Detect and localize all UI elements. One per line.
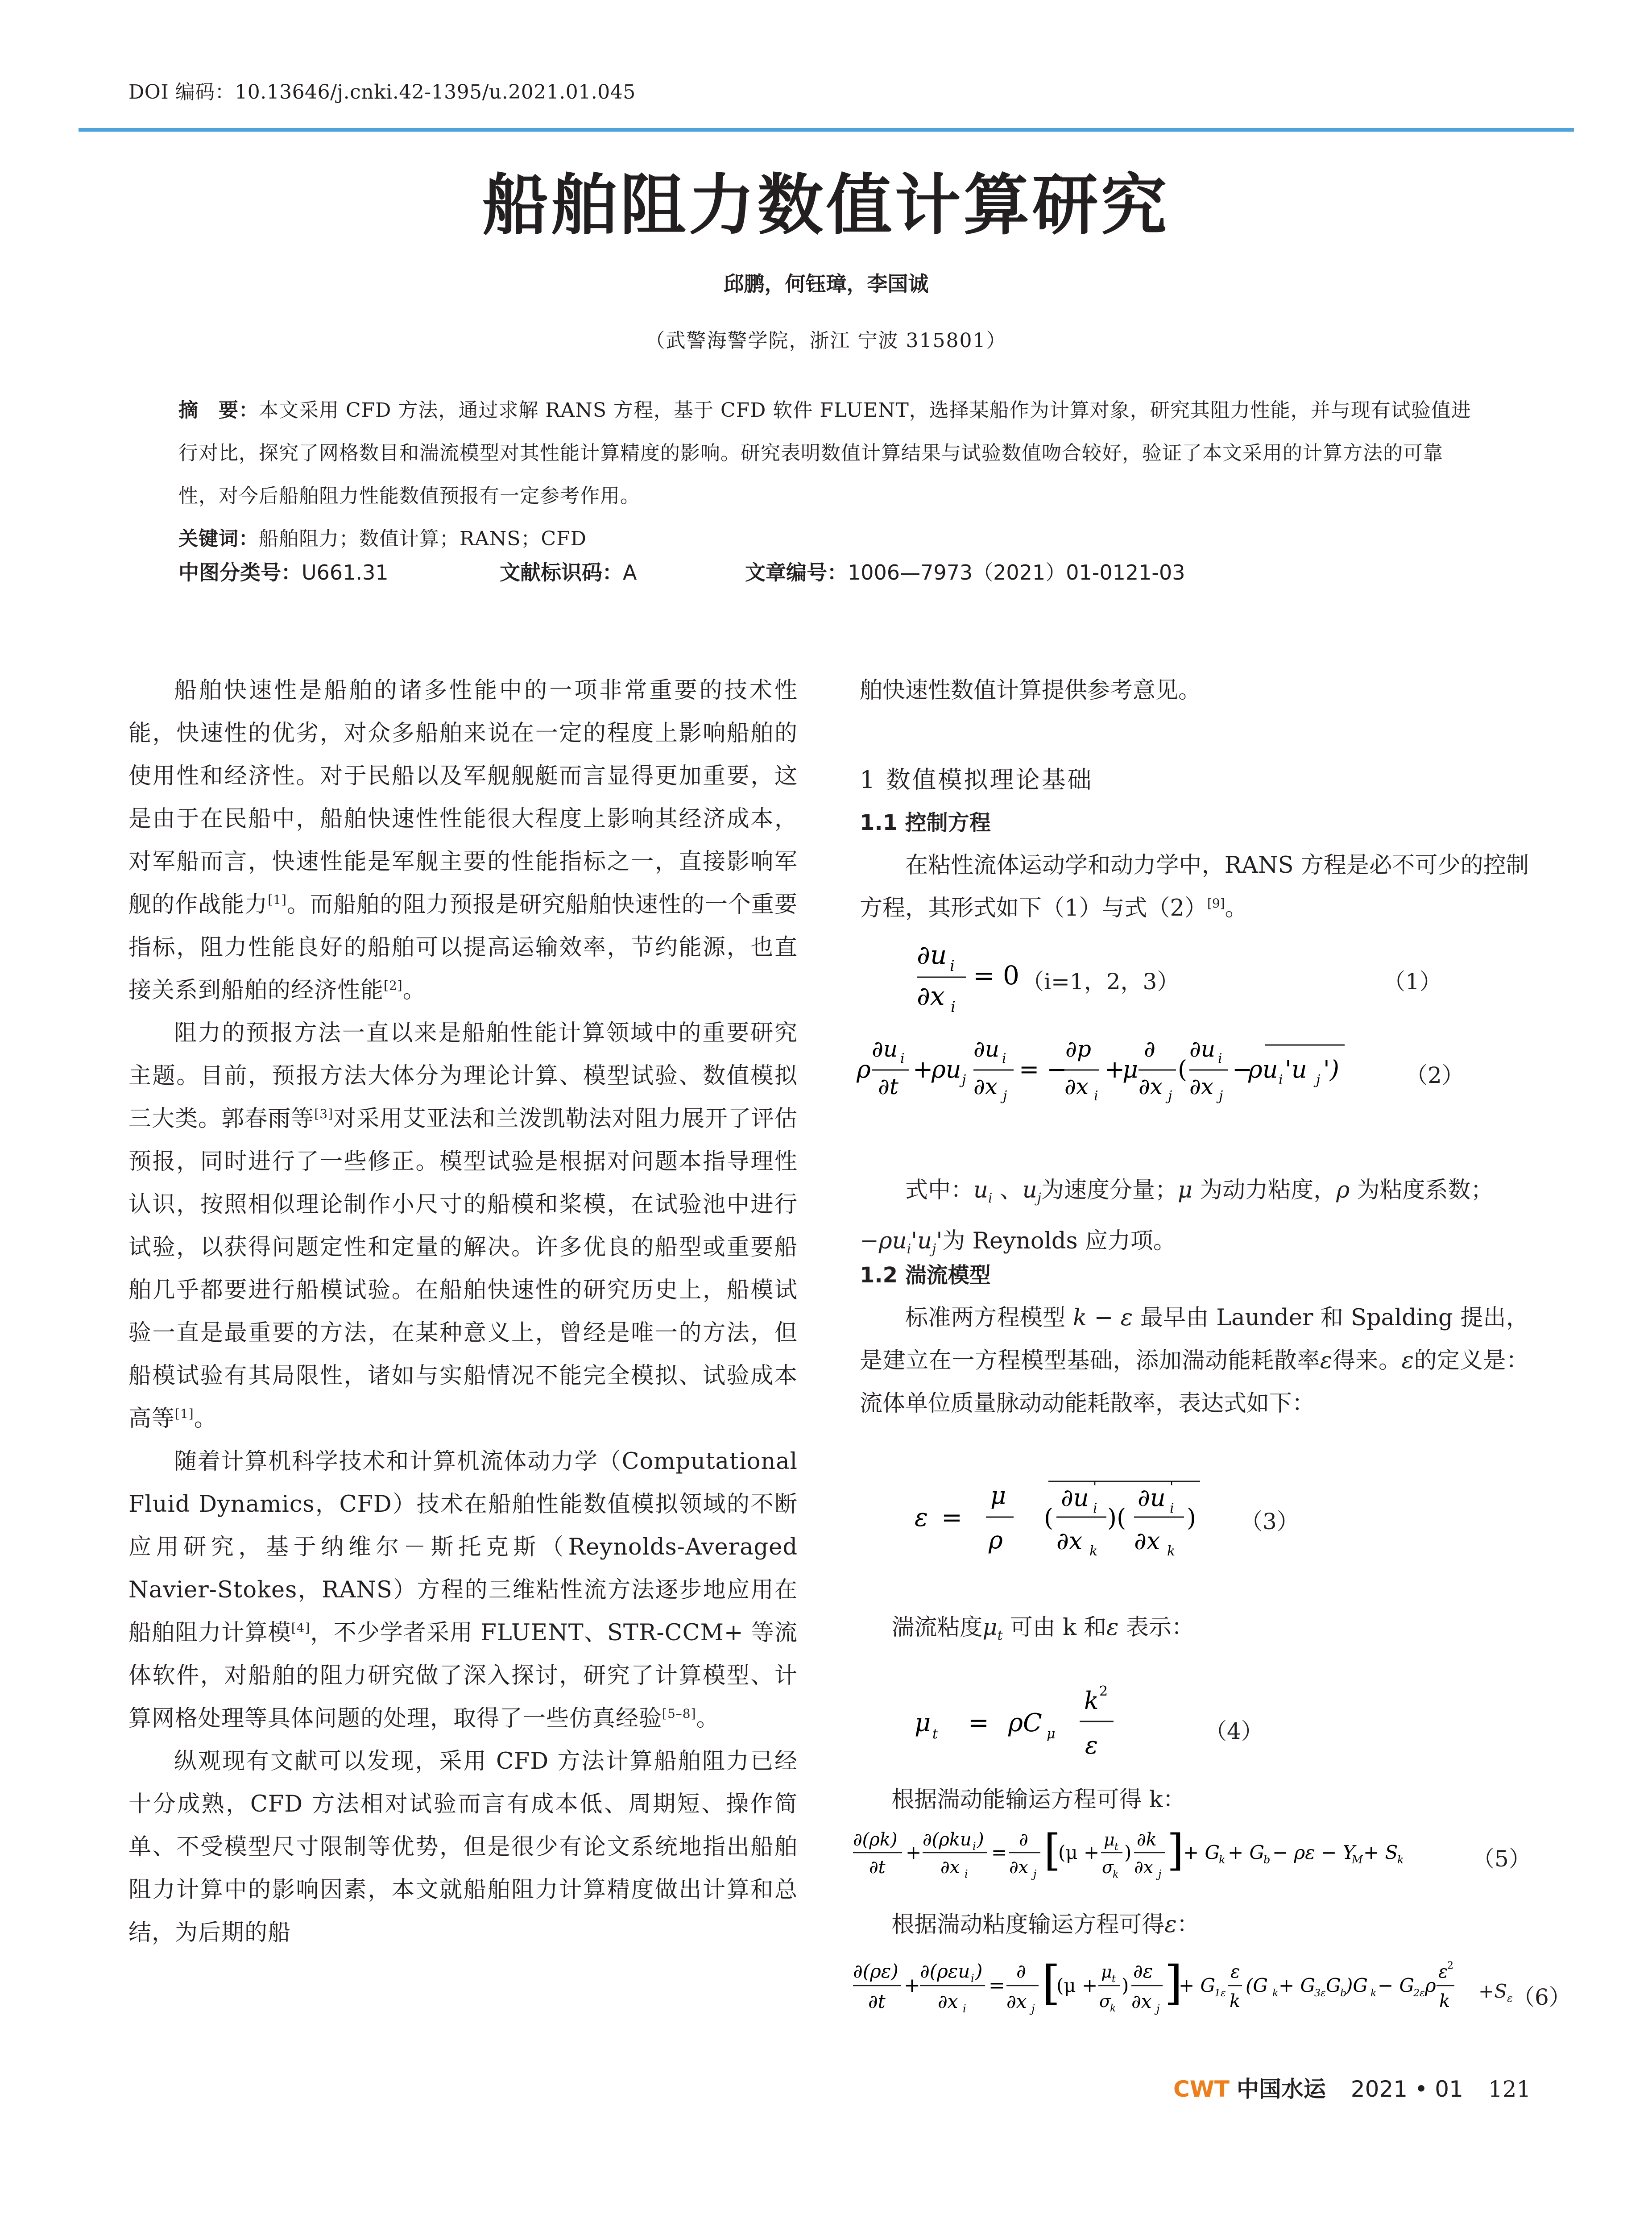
left-column <box>128 669 798 1954</box>
svg-text:− G: − G <box>1378 1974 1415 1996</box>
svg-text:)G: )G <box>1346 1974 1368 1996</box>
authors: 邱鹏，何钰璋，李国诚 <box>723 272 929 296</box>
svg-text:μ: μ <box>1047 1726 1056 1742</box>
svg-text:−: − <box>1232 1055 1253 1083</box>
svg-text:M: M <box>1352 1854 1363 1866</box>
svg-text:k: k <box>1113 1869 1119 1880</box>
continuation-line: 舶快速性数值计算提供参考意见。 <box>860 677 1201 704</box>
svg-text:∂u: ∂u <box>1061 1484 1089 1512</box>
classification-line <box>178 556 1472 583</box>
svg-text:(: ( <box>1178 1055 1188 1083</box>
svg-text:∂x: ∂x <box>1056 1527 1083 1555</box>
svg-text:i: i <box>1093 1501 1097 1516</box>
svg-text:j: j <box>1168 1088 1172 1104</box>
svg-text:μ: μ <box>1101 1962 1112 1982</box>
svg-text:b: b <box>1340 1988 1347 1999</box>
equation-6-number: （6） <box>1512 1984 1571 2010</box>
doi-line: DOI 编码：10.13646/j.cnki.42-1395/u.2021.01.045 <box>128 81 636 104</box>
equation-2-graphic <box>857 1026 1419 1116</box>
svg-text:∂x: ∂x <box>1139 1074 1163 1099</box>
paragraph: 纵观现有文献可以发现，采用 CFD 方法计算船舶阻力已经十分成熟，CFD 方法相对试验而言有成本低、周期短、操作简单、不受模型尺寸限制等优势，但是很少有论文系统地指出船舶阻力计算中的影响因素，本文就船舶阻力计算精度做出计算和总结，为后期的船 <box>128 1748 798 1946</box>
svg-text:∂x: ∂x <box>940 1857 960 1878</box>
abstract-label: 摘 要： <box>178 399 259 422</box>
svg-text:+ S: + S <box>1363 1841 1398 1863</box>
svg-text:ε: ε <box>1230 1961 1240 1982</box>
svg-text:(μ +: (μ + <box>1056 1974 1098 1996</box>
svg-text:k: k <box>1084 1687 1099 1715</box>
equation-1-condition: （i=1，2，3） <box>1022 969 1180 995</box>
svg-text:∂t: ∂t <box>868 1990 886 2012</box>
clc-value: U661.31 <box>302 560 389 585</box>
svg-text:): ) <box>1187 1504 1197 1532</box>
svg-text:k: k <box>1167 1543 1176 1559</box>
svg-text:i: i <box>900 1051 905 1066</box>
svg-text:)(: )( <box>1107 1504 1126 1532</box>
svg-text:+: + <box>904 1974 920 1997</box>
svg-text:∂u: ∂u <box>1189 1036 1216 1062</box>
svg-text:ε: ε <box>1438 1961 1448 1982</box>
svg-text:(G: (G <box>1246 1974 1268 1996</box>
svg-text:+ G: + G <box>1179 1974 1216 1996</box>
svg-text:∂(ρε): ∂(ρε) <box>853 1960 898 1982</box>
svg-text:t: t <box>1112 1974 1116 1985</box>
svg-text:=: = <box>989 1974 1005 1997</box>
svg-text:': ' <box>1170 1479 1174 1495</box>
epsilon-equation-intro: 根据湍动粘度输运方程可得ε： <box>891 1912 1200 1938</box>
svg-text:(μ +: (μ + <box>1058 1841 1100 1863</box>
k-equation-intro: 根据湍动能输运方程可得 k： <box>891 1787 1186 1813</box>
svg-text:= 0: = 0 <box>973 960 1019 991</box>
svg-text:∂x: ∂x <box>1006 1990 1027 2012</box>
svg-text:i: i <box>973 1840 976 1853</box>
svg-text:): ) <box>977 1829 984 1850</box>
svg-text:k: k <box>1219 1854 1226 1866</box>
abstract <box>178 389 1481 560</box>
paper-title: 船舶阻力数值计算研究 <box>482 167 1170 244</box>
svg-text:∂t: ∂t <box>878 1074 898 1099</box>
svg-text:ρu: ρu <box>932 1055 961 1083</box>
svg-text:∂x: ∂x <box>1134 1857 1154 1878</box>
svg-text:j: j <box>1156 2003 1160 2015</box>
svg-text:3ε: 3ε <box>1314 1988 1326 1999</box>
svg-text:− ρε − Y: − ρε − Y <box>1272 1841 1355 1863</box>
svg-text:σ: σ <box>1102 1858 1114 1877</box>
citation: [4] <box>291 1621 311 1635</box>
svg-text:μ: μ <box>990 1481 1006 1509</box>
svg-text:i: i <box>1094 1088 1098 1104</box>
journal-name: 中国水运 <box>1236 2076 1326 2102</box>
doc-code-value: A <box>623 560 637 585</box>
svg-text:': ' <box>1093 1479 1097 1495</box>
svg-text:]: ] <box>1164 1956 1183 2010</box>
svg-text:ρC: ρC <box>1008 1708 1042 1738</box>
svg-text:+ G: + G <box>1228 1841 1265 1863</box>
equation-5-graphic <box>853 1820 1433 1896</box>
svg-text:): ) <box>1124 1841 1132 1863</box>
equation-5-number: （5） <box>1472 1846 1531 1872</box>
svg-text:∂u: ∂u <box>973 1036 1000 1062</box>
article-no-value: 1006—7973（2021）01-0121-03 <box>848 560 1185 585</box>
svg-text:∂x: ∂x <box>1189 1074 1214 1099</box>
svg-text:∂x: ∂x <box>1009 1857 1029 1878</box>
svg-text:∂u: ∂u <box>1138 1484 1166 1512</box>
variable-definitions: 式中：$u_i$ 、$u_j$为速度分量；μ 为动力粘度，ρ 为粘度系数；$-\rho u_i'u_j'$为 Reynolds 应力项。 <box>860 1177 1494 1257</box>
citation: [5–8] <box>662 1706 696 1721</box>
svg-text:G: G <box>1326 1974 1341 1996</box>
svg-text:[: [ <box>1044 1825 1061 1875</box>
svg-text:+ G: + G <box>1279 1974 1316 1996</box>
svg-text:μ: μ <box>915 1708 931 1738</box>
keywords: 船舶阻力；数值计算；RANS；CFD <box>259 527 587 550</box>
svg-text:i: i <box>1279 1072 1283 1088</box>
paragraph: 随着计算机科学技术和计算机流体动力学（Computational Fluid Dynamics，CFD）技术在船舶性能数值模拟领域的不断应用研究，基于纳维尔－斯托克斯（Reynolds-Averaged Navier-Stokes，RANS）方程的三维粘性流方法逐步地应用在船舶阻力计算模[4]，不少学者采用 FLUENT、STR-CCM+ 等流体软件，对船舶的阻力研究做了深入探讨，研究了计算模型、计算网格处理等具体问题的处理，取得了一些仿真经验[5–8]。 <box>128 1448 798 1732</box>
svg-text:j: j <box>1033 1868 1037 1880</box>
svg-text:∂(ρk): ∂(ρk) <box>853 1829 898 1850</box>
keywords-label: 关键词： <box>178 527 259 550</box>
equation-4 <box>915 1678 1182 1778</box>
svg-text:k: k <box>1370 1988 1377 1999</box>
svg-text:∂: ∂ <box>1144 1036 1155 1062</box>
svg-text:+: + <box>1105 1055 1125 1083</box>
svg-text:(: ( <box>1044 1504 1054 1532</box>
svg-text:k: k <box>1230 1991 1241 2011</box>
svg-text:i: i <box>1002 1051 1006 1066</box>
paragraph: 阻力的预报方法一直以来是船舶性能计算领域中的重要研究主题。目前，预报方法大体分为理论计算、模型试验、数值模拟三大类。郭春雨等[3]对采用艾亚法和兰泼凯勒法对阻力展开了评估预报，同时进行了一些修正。模型试验是根据对问题本指导理性认识，按照相似理论制作小尺寸的船模和桨模，在试验池中进行试验，以获得问题定性和定量的解决。许多优良的船型或重要船舶几乎都要进行船模试验。在船舶快速性的研究历史上，船模试验一直是最重要的方法，在某种意义上，曾经是唯一的方法，但船模试验有其局限性，诸如与实船情况不能完全模拟、试验成本高等[1]。 <box>128 1020 798 1432</box>
svg-text:μ: μ <box>1104 1830 1115 1849</box>
svg-text:'): ') <box>1323 1055 1339 1083</box>
svg-text:ρ: ρ <box>857 1055 871 1083</box>
svg-text:j: j <box>962 1072 966 1088</box>
svg-text:=: = <box>991 1841 1007 1863</box>
svg-text:j: j <box>1031 2003 1035 2015</box>
svg-text:∂p: ∂p <box>1065 1036 1091 1062</box>
svg-text:ρ: ρ <box>1425 1974 1436 1996</box>
svg-text:k: k <box>1397 1854 1404 1866</box>
svg-text:∂x: ∂x <box>1134 1527 1160 1555</box>
equation-2-number: （2） <box>1405 1062 1464 1088</box>
paragraph: 在粘性流体运动学和动力学中，RANS 方程是必不可少的控制方程，其形式如下（1）与式（2）[9]。 <box>860 852 1529 921</box>
svg-text:): ) <box>975 1960 983 1982</box>
equation-6-tail: $+S_\varepsilon$ <box>1478 1980 1513 2005</box>
section-heading-1-1: 1.1 控制方程 <box>860 810 991 835</box>
equation-3-number: （3） <box>1240 1509 1299 1534</box>
doc-code-label: 文献标识码： <box>500 560 623 585</box>
citation: [1] <box>268 892 287 907</box>
svg-text:= −: = − <box>1019 1055 1067 1083</box>
journal-logo: CWT <box>1173 2076 1230 2102</box>
svg-text:t: t <box>932 1726 938 1742</box>
citation: [3] <box>314 1107 334 1121</box>
svg-text:ε: ε <box>1085 1731 1098 1759</box>
svg-text:∂: ∂ <box>1019 1829 1028 1850</box>
clc-label: 中图分类号： <box>178 560 302 585</box>
svg-text:): ) <box>1122 1974 1129 1996</box>
equation-1-number: （1） <box>1383 969 1442 995</box>
svg-text:[: [ <box>1042 1956 1060 2010</box>
svg-text:∂u: ∂u <box>872 1036 898 1062</box>
equation-4-graphic <box>915 1678 1182 1776</box>
svg-text:i: i <box>963 2003 966 2015</box>
equation-6 <box>853 1950 1478 2036</box>
svg-text:k: k <box>1110 2003 1116 2014</box>
svg-text:+: + <box>906 1841 922 1863</box>
svg-text:∂(ρεu: ∂(ρεu <box>920 1960 970 1982</box>
page-footer <box>1173 2071 1531 2103</box>
svg-text:∂x: ∂x <box>1064 1074 1089 1099</box>
equation-2 <box>857 1026 1419 1117</box>
svg-text:i: i <box>951 998 956 1016</box>
citation: [2] <box>384 978 403 993</box>
svg-text:+ G: + G <box>1183 1841 1220 1863</box>
svg-text:]: ] <box>1167 1825 1184 1875</box>
abstract-text: 本文采用 CFD 方法，通过求解 RANS 方程，基于 CFD 软件 FLUENT，选择某船作为计算对象，研究其阻力性能，并与现有试验值进行对比，探究了网格数目和湍流模型对其性能计算精度的影响。研究表明数值计算结果与试验数值吻合较好，验证了本文采用的计算方法的可靠性，对今后船舶阻力性能数值预报有一定参考作用。 <box>178 399 1471 507</box>
svg-text:∂t: ∂t <box>869 1857 886 1878</box>
svg-text:∂u: ∂u <box>917 940 947 970</box>
header-rule <box>79 128 1574 132</box>
page-number: 121 <box>1488 2076 1531 2102</box>
svg-text:∂x: ∂x <box>938 1990 958 2012</box>
affiliation: （武警海警学院，浙江 宁波 315801） <box>645 329 1007 352</box>
svg-text:∂x: ∂x <box>917 981 945 1011</box>
section-heading-1: 1 数值模拟理论基础 <box>860 766 1093 794</box>
svg-text:∂k: ∂k <box>1137 1829 1157 1850</box>
svg-text:ρu: ρu <box>1248 1055 1278 1083</box>
section-heading-1-2: 1.2 湍流模型 <box>860 1263 991 1288</box>
svg-text:1ε: 1ε <box>1214 1988 1226 1999</box>
svg-text:∂(ρku: ∂(ρku <box>923 1829 972 1850</box>
svg-text:2: 2 <box>1447 1960 1453 1971</box>
svg-text:ε: ε <box>915 1503 928 1532</box>
svg-text:=: = <box>941 1503 962 1532</box>
paragraph: 标准两方程模型 k − ε 最早由 Launder 和 Spalding 提出，是建立在一方程模型基础，添加湍动能耗散率ε得来。ε的定义是：流体单位质量脉动动能耗散率，表达式如下： <box>860 1305 1529 1417</box>
svg-text:t: t <box>1114 1841 1118 1853</box>
svg-text:2ε: 2ε <box>1413 1988 1425 1999</box>
svg-text:i: i <box>1170 1501 1174 1516</box>
svg-text:ρ: ρ <box>989 1526 1003 1554</box>
svg-text:i: i <box>950 957 955 975</box>
svg-text:b: b <box>1263 1854 1271 1866</box>
paragraph: 船舶快速性是船舶的诸多性能中的一项非常重要的技术性能，快速性的优劣，对众多船舶来说在一定的程度上影响船舶的使用性和经济性。对于民船以及军舰舰艇而言显得更加重要，这是由于在民船中，船舶快速性性能很大程度上影响其经济成本，对军船而言，快速性能是军舰主要的性能指标之一，直接影响军舰的作战能力[1]。而船舶的阻力预报是研究船舶快速性的一个重要指标，阻力性能良好的船舶可以提高运输效率，节约能源，也直接关系到船舶的经济性能[2]。 <box>128 677 798 1004</box>
svg-text:σ: σ <box>1099 1991 1111 2011</box>
svg-text:∂ε: ∂ε <box>1133 1960 1153 1982</box>
article-no-label: 文章编号： <box>745 560 848 585</box>
svg-text:j: j <box>1219 1088 1223 1104</box>
svg-text:2: 2 <box>1099 1684 1108 1699</box>
equation-5 <box>853 1820 1433 1898</box>
svg-text:i: i <box>971 1972 974 1985</box>
svg-text:j: j <box>1158 1868 1162 1880</box>
svg-text:k: k <box>1439 1991 1450 2011</box>
svg-text:k: k <box>1089 1543 1098 1559</box>
svg-text:j: j <box>1003 1088 1007 1104</box>
svg-text:k: k <box>1272 1988 1279 1999</box>
svg-text:i: i <box>965 1868 968 1880</box>
svg-text:=: = <box>968 1708 989 1738</box>
turbulent-viscosity-line: 湍流粘度$\mu_t$ 可由 k 和ε 表示： <box>891 1614 1194 1644</box>
citation: [9] <box>1207 896 1225 911</box>
issue: 2021 • 01 <box>1350 2076 1463 2102</box>
equation-6-graphic <box>853 1950 1478 2035</box>
equation-4-number: （4） <box>1205 1718 1263 1744</box>
citation: [1] <box>175 1406 194 1421</box>
svg-text:μ: μ <box>1122 1055 1139 1083</box>
svg-text:∂x: ∂x <box>1131 1990 1152 2012</box>
svg-text:'u: 'u <box>1285 1055 1307 1083</box>
svg-text:+: + <box>913 1055 933 1083</box>
svg-text:∂x: ∂x <box>973 1074 998 1099</box>
svg-text:i: i <box>1218 1051 1222 1066</box>
svg-text:j: j <box>1316 1072 1321 1088</box>
svg-text:∂: ∂ <box>1016 1960 1026 1982</box>
